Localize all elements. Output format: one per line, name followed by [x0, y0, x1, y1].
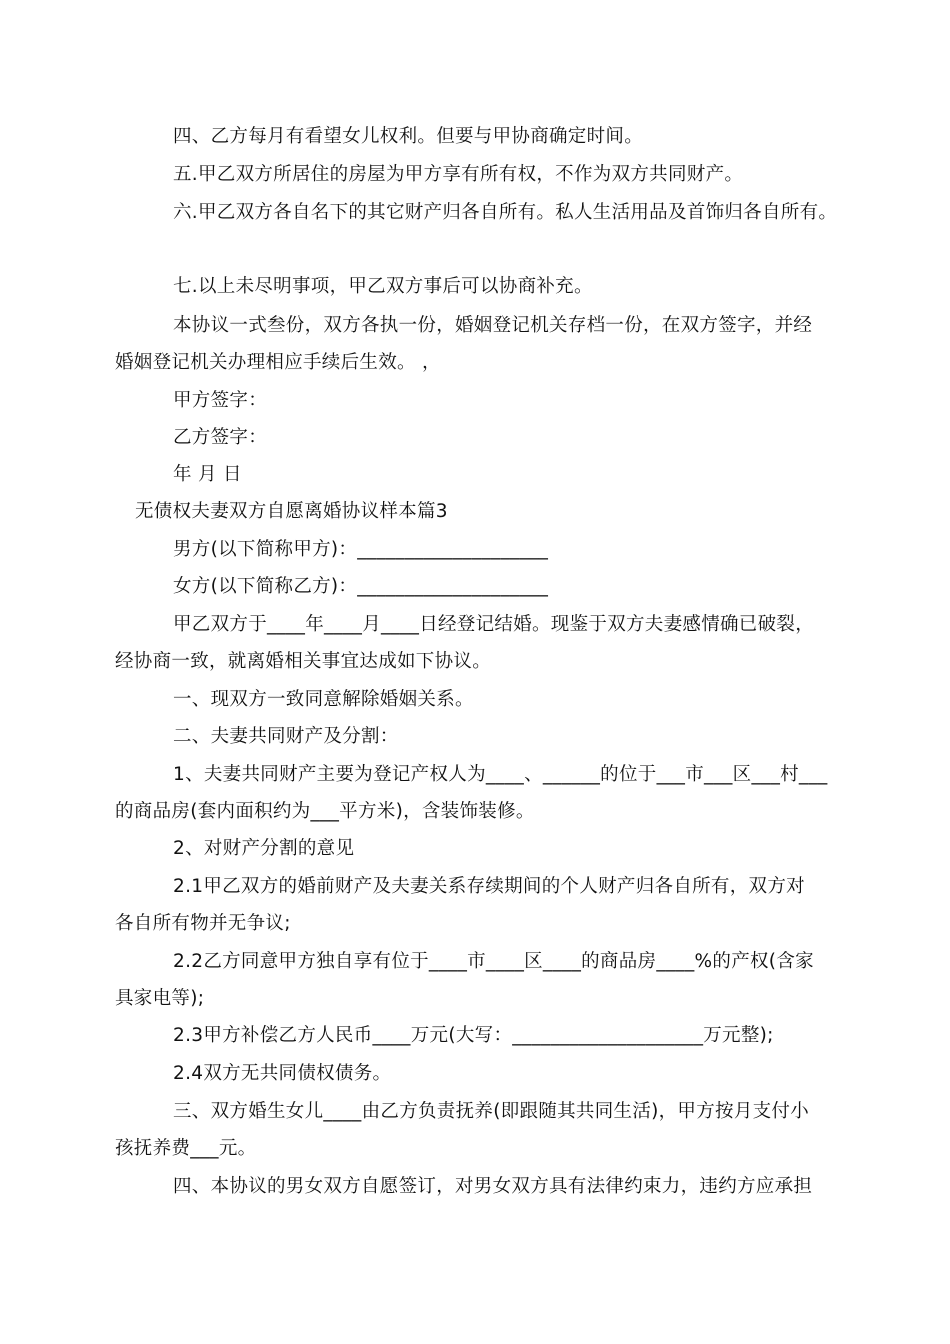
marriage-paragraph-line-1: 甲乙双方于____年____月____日经登记结婚。现鉴于双方夫妻感情确已破裂，	[173, 614, 815, 635]
clause-2-3-compensation: 2.3甲方补偿乙方人民币____万元(大写：____________________万元整);	[173, 1025, 774, 1046]
section-title: 无债权夫妻双方自愿离婚协议样本篇3	[135, 501, 448, 522]
clause-5-house: 五.甲乙双方所居住的房屋为甲方享有所有权，不作为双方共同财产。	[173, 164, 744, 185]
clause-2-1-line-2: 的商品房(套内面积约为___平方米)，含装饰装修。	[115, 801, 535, 822]
clause-4-visitation: 四、乙方每月有看望女儿权利。但要与甲协商确定时间。	[173, 126, 644, 147]
female-party-field: 女方(以下简称乙方)：____________________	[173, 576, 549, 597]
clause-2-2-house-line-1: 2.2乙方同意甲方独自享有位于____市____区____的商品房____%的产权(含家	[173, 951, 814, 972]
clause-2-heading: 二、夫妻共同财产及分割：	[173, 726, 399, 747]
clause-2-1-prenup-line-2: 各自所有物并无争议;	[115, 913, 291, 934]
clause-3-custody-line-2: 孩抚养费___元。	[115, 1138, 257, 1159]
clause-2-2-house-line-2: 具家电等);	[115, 988, 205, 1009]
party-b-signature: 乙方签字：	[173, 427, 268, 448]
party-a-signature: 甲方签字：	[173, 390, 268, 411]
clause-2-4-debts: 2.4双方无共同债权债务。	[173, 1063, 392, 1084]
clause-2-1-prenup-line-1: 2.1甲乙双方的婚前财产及夫妻关系存续期间的个人财产归各自所有，双方对	[173, 876, 805, 897]
clause-7-supplement: 七.以上未尽明事项，甲乙双方事后可以协商补充。	[173, 276, 593, 297]
marriage-paragraph-line-2: 经协商一致，就离婚相关事宜达成如下协议。	[115, 651, 492, 672]
copies-paragraph-line-1: 本协议一式叁份，双方各执一份，婚姻登记机关存档一份，在双方签字，并经	[173, 315, 813, 336]
clause-6-property: 六.甲乙双方各自名下的其它财产归各自所有。私人生活用品及首饰归各自所有。	[173, 202, 838, 223]
male-party-field: 男方(以下简称甲方)：____________________	[173, 539, 549, 560]
date-line: 年 月 日	[173, 464, 242, 485]
clause-2-2-heading: 2、对财产分割的意见	[173, 838, 355, 859]
copies-paragraph-line-2: 婚姻登记机关办理相应手续后生效。 ，	[115, 352, 441, 373]
clause-1-dissolve: 一、现双方一致同意解除婚姻关系。	[173, 689, 474, 710]
clause-4-binding: 四、本协议的男女双方自愿签订，对男女双方具有法律约束力，违约方应承担	[173, 1176, 813, 1197]
clause-2-1-line-1: 1、夫妻共同财产主要为登记产权人为____、______的位于___市___区___村___	[173, 764, 828, 785]
clause-3-custody-line-1: 三、双方婚生女儿____由乙方负责抚养(即跟随其共同生活)，甲方按月支付小	[173, 1101, 810, 1122]
